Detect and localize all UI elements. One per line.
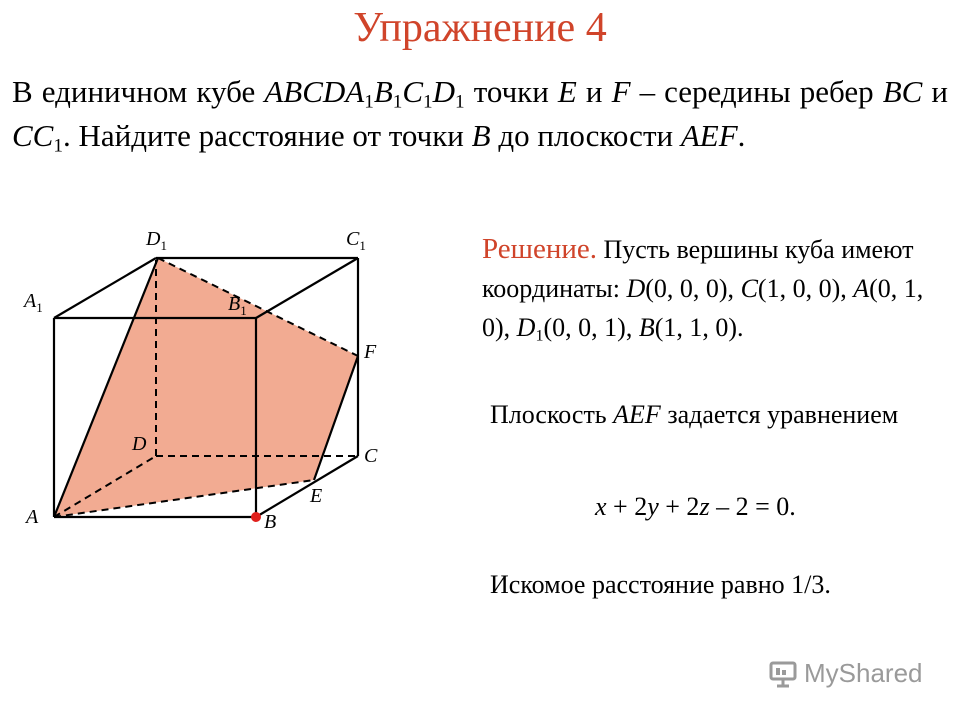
edge-BC: BC: [882, 74, 923, 109]
point-D: D: [626, 274, 646, 303]
presentation-icon: [768, 659, 798, 689]
label-C1: $C_1$: [346, 228, 366, 253]
plane-equation: [595, 492, 796, 522]
coord-A: (0, 1, 0),: [482, 274, 924, 342]
problem-text: В единичном кубе: [12, 74, 265, 109]
coord-D: (0, 0, 0),: [645, 274, 741, 303]
point-B-marker: [251, 512, 261, 522]
subscript: 1: [364, 91, 374, 113]
point-D1: D: [516, 313, 536, 342]
watermark-text: MyShared: [804, 658, 923, 688]
plane-statement: [490, 396, 950, 433]
eq-part: + 2: [658, 492, 700, 521]
label-C: C: [364, 445, 378, 467]
point-B: B: [638, 313, 655, 342]
cube-name: B: [373, 74, 393, 109]
subscript: 1: [423, 91, 433, 113]
solution-label: Решение.: [482, 233, 597, 265]
point-C: C: [740, 274, 758, 303]
eq-part: + 2: [606, 492, 648, 521]
subscript: 1: [53, 135, 63, 157]
plane-AEF: AEF: [680, 118, 738, 153]
point-A: A: [853, 274, 870, 303]
problem-text: – середины ребер: [630, 74, 883, 109]
solution-text: Пусть вершины куба имеют координаты:: [482, 235, 914, 303]
point-B: B: [471, 118, 491, 153]
plane-AEF: AEF: [613, 400, 661, 429]
problem-text: и: [922, 74, 948, 109]
coord-D1: (0, 0, 1),: [543, 313, 639, 342]
point-F: F: [611, 74, 631, 109]
cube-name: D: [432, 74, 456, 109]
subscript: 1: [455, 91, 465, 113]
point-E: E: [557, 74, 577, 109]
label-A1: $A_1$: [24, 290, 43, 315]
cube-figure: [10, 220, 390, 540]
problem-text: до плоскости: [490, 118, 681, 153]
label-B: B: [264, 511, 277, 533]
label-A: A: [26, 506, 39, 528]
var-x: x: [595, 492, 607, 521]
answer-text: Искомое расстояние равно 1/3.: [490, 570, 831, 599]
edge-CC1: CC: [12, 118, 54, 153]
slide-title: Упражнение 4: [353, 5, 607, 51]
label-D: D: [132, 433, 147, 455]
watermark: [768, 658, 923, 689]
label-B1: $B_1$: [228, 293, 247, 318]
problem-text: . Найдите расстояние от точки: [62, 118, 472, 153]
eq-part: – 2 = 0.: [709, 492, 796, 521]
coord-C: (1, 0, 0),: [757, 274, 854, 303]
solution-coordinates: [482, 230, 952, 347]
var-z: z: [699, 492, 710, 521]
cube-name: ABCDA: [264, 74, 365, 109]
edge-B1-C1: [256, 258, 358, 318]
subscript: 1: [392, 91, 403, 113]
problem-text: и: [576, 74, 612, 109]
cube-name: C: [402, 74, 424, 109]
subscript: 1: [535, 327, 544, 345]
problem-text: .: [737, 118, 746, 153]
coord-B: (1, 1, 0).: [654, 313, 744, 342]
label-D1: $D_1$: [146, 228, 167, 253]
solution-text: задается уравнением: [660, 400, 899, 429]
section-plane-aef: [54, 258, 358, 517]
solution-text: Плоскость: [490, 400, 614, 429]
label-E: E: [310, 485, 323, 507]
problem-text: точки: [464, 74, 558, 109]
var-y: y: [647, 492, 659, 521]
problem-statement: [12, 70, 948, 158]
label-F: F: [364, 341, 377, 363]
